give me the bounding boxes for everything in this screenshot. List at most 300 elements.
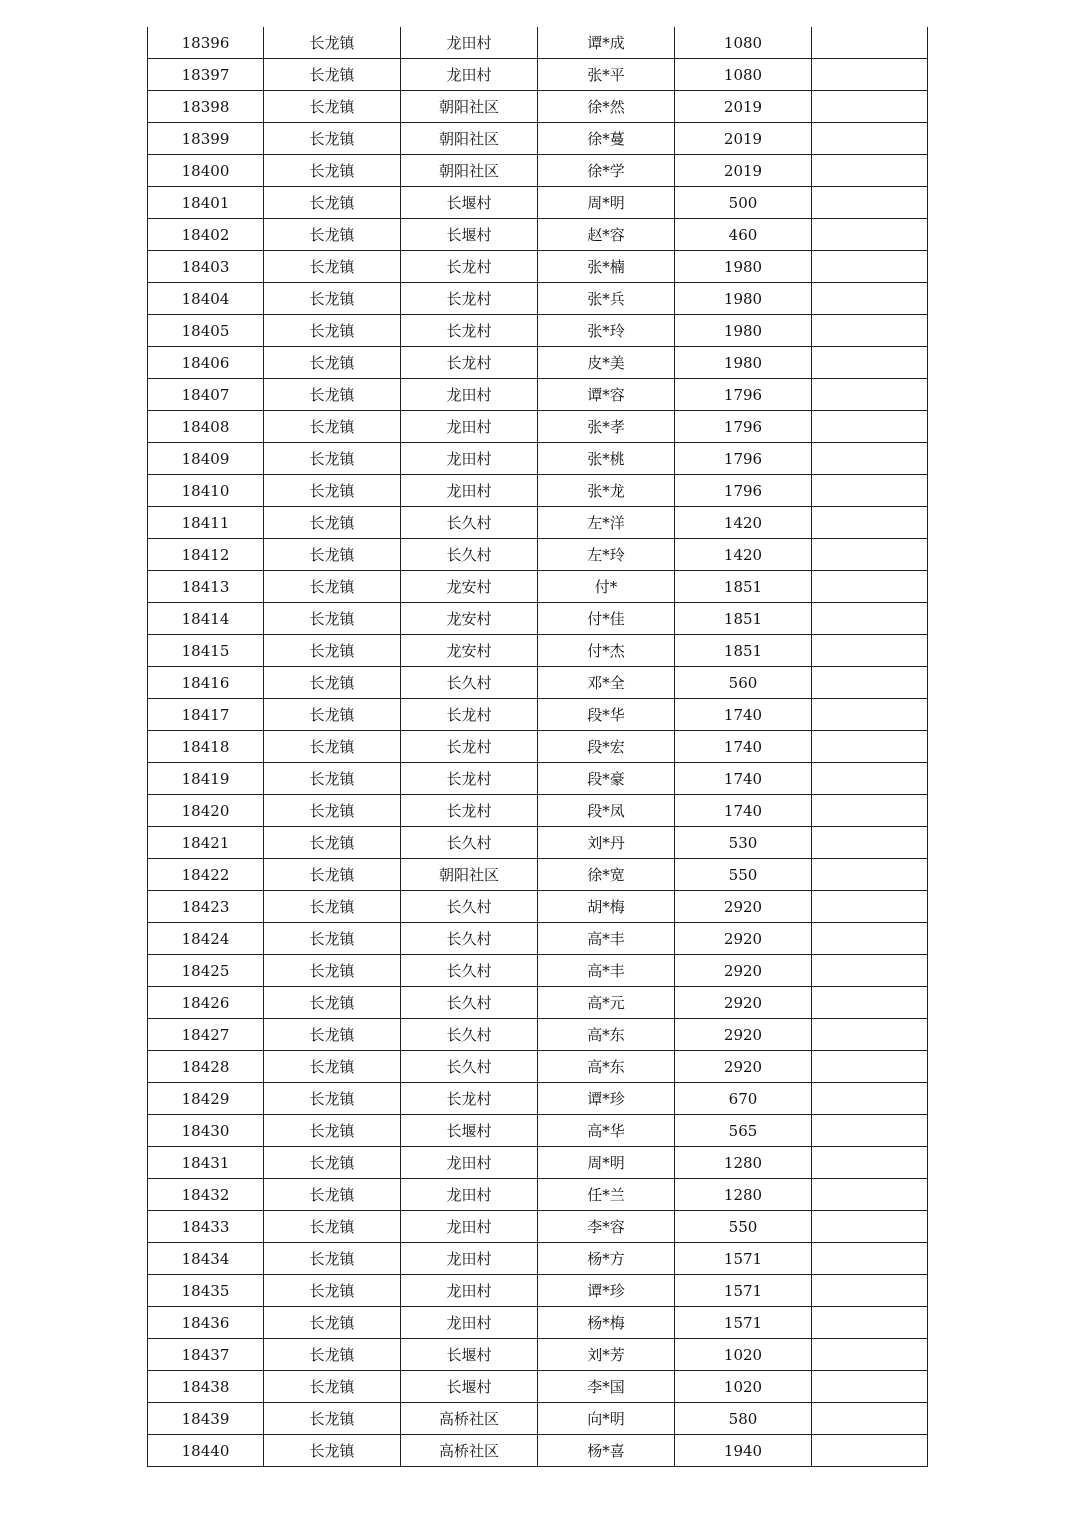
table-row <box>148 923 928 955</box>
amount-cell: 1571 <box>675 1275 812 1307</box>
amount-cell: 550 <box>675 859 812 891</box>
table-row <box>148 1435 928 1467</box>
amount-cell: 1740 <box>675 699 812 731</box>
name-cell: 谭*成 <box>538 27 675 59</box>
amount-cell: 2920 <box>675 923 812 955</box>
table-row <box>148 1339 928 1371</box>
row-number-cell: 18417 <box>148 699 264 731</box>
row-number-cell: 18415 <box>148 635 264 667</box>
town-cell: 长龙镇 <box>264 571 401 603</box>
remark-cell <box>812 379 928 411</box>
row-number-cell: 18396 <box>148 27 264 59</box>
amount-cell: 2920 <box>675 1019 812 1051</box>
name-cell: 段*华 <box>538 699 675 731</box>
town-cell: 长龙镇 <box>264 1083 401 1115</box>
town-cell: 长龙镇 <box>264 1179 401 1211</box>
remark-cell <box>812 251 928 283</box>
village-cell: 长龙村 <box>401 347 538 379</box>
village-cell: 朝阳社区 <box>401 123 538 155</box>
town-cell: 长龙镇 <box>264 667 401 699</box>
village-cell: 龙安村 <box>401 571 538 603</box>
table-row <box>148 91 928 123</box>
name-cell: 徐*宽 <box>538 859 675 891</box>
row-number-cell: 18421 <box>148 827 264 859</box>
village-cell: 长久村 <box>401 923 538 955</box>
amount-cell: 2920 <box>675 1051 812 1083</box>
village-cell: 龙安村 <box>401 635 538 667</box>
table-row <box>148 859 928 891</box>
village-cell: 龙安村 <box>401 603 538 635</box>
remark-cell <box>812 1243 928 1275</box>
village-cell: 长龙村 <box>401 283 538 315</box>
name-cell: 付*杰 <box>538 635 675 667</box>
village-cell: 龙田村 <box>401 379 538 411</box>
village-cell: 长久村 <box>401 1019 538 1051</box>
town-cell: 长龙镇 <box>264 91 401 123</box>
table-row <box>148 315 928 347</box>
village-cell: 长龙村 <box>401 699 538 731</box>
village-cell: 长龙村 <box>401 795 538 827</box>
row-number-cell: 18397 <box>148 59 264 91</box>
town-cell: 长龙镇 <box>264 827 401 859</box>
town-cell: 长龙镇 <box>264 603 401 635</box>
name-cell: 张*玲 <box>538 315 675 347</box>
remark-cell <box>812 539 928 571</box>
amount-cell: 1020 <box>675 1339 812 1371</box>
row-number-cell: 18432 <box>148 1179 264 1211</box>
row-number-cell: 18414 <box>148 603 264 635</box>
village-cell: 龙田村 <box>401 1211 538 1243</box>
name-cell: 徐*蔓 <box>538 123 675 155</box>
row-number-cell: 18403 <box>148 251 264 283</box>
village-cell: 长龙村 <box>401 1083 538 1115</box>
village-cell: 长久村 <box>401 1051 538 1083</box>
remark-cell <box>812 1211 928 1243</box>
village-cell: 朝阳社区 <box>401 91 538 123</box>
amount-cell: 1796 <box>675 379 812 411</box>
table-row <box>148 1243 928 1275</box>
town-cell: 长龙镇 <box>264 59 401 91</box>
name-cell: 周*明 <box>538 1147 675 1179</box>
amount-cell: 1280 <box>675 1179 812 1211</box>
remark-cell <box>812 507 928 539</box>
amount-cell: 1796 <box>675 411 812 443</box>
town-cell: 长龙镇 <box>264 315 401 347</box>
table-row <box>148 443 928 475</box>
table-row <box>148 891 928 923</box>
table-row <box>148 795 928 827</box>
table-row <box>148 1403 928 1435</box>
village-cell: 长龙村 <box>401 251 538 283</box>
table-row <box>148 635 928 667</box>
name-cell: 付*佳 <box>538 603 675 635</box>
row-number-cell: 18433 <box>148 1211 264 1243</box>
table-row <box>148 1179 928 1211</box>
town-cell: 长龙镇 <box>264 155 401 187</box>
remark-cell <box>812 123 928 155</box>
row-number-cell: 18440 <box>148 1435 264 1467</box>
town-cell: 长龙镇 <box>264 411 401 443</box>
remark-cell <box>812 1435 928 1467</box>
table-row <box>148 1307 928 1339</box>
amount-cell: 2019 <box>675 91 812 123</box>
data-table <box>147 27 928 1467</box>
village-cell: 长久村 <box>401 891 538 923</box>
remark-cell <box>812 443 928 475</box>
remark-cell <box>812 571 928 603</box>
town-cell: 长龙镇 <box>264 1019 401 1051</box>
table-row <box>148 699 928 731</box>
remark-cell <box>812 603 928 635</box>
row-number-cell: 18410 <box>148 475 264 507</box>
row-number-cell: 18434 <box>148 1243 264 1275</box>
town-cell: 长龙镇 <box>264 123 401 155</box>
village-cell: 长久村 <box>401 955 538 987</box>
name-cell: 段*凤 <box>538 795 675 827</box>
village-cell: 长龙村 <box>401 731 538 763</box>
name-cell: 张*平 <box>538 59 675 91</box>
village-cell: 龙田村 <box>401 1307 538 1339</box>
table-row <box>148 475 928 507</box>
remark-cell <box>812 1019 928 1051</box>
remark-cell <box>812 283 928 315</box>
town-cell: 长龙镇 <box>264 795 401 827</box>
name-cell: 付* <box>538 571 675 603</box>
amount-cell: 1796 <box>675 443 812 475</box>
town-cell: 长龙镇 <box>264 27 401 59</box>
village-cell: 朝阳社区 <box>401 155 538 187</box>
name-cell: 谭*珍 <box>538 1083 675 1115</box>
town-cell: 长龙镇 <box>264 539 401 571</box>
row-number-cell: 18402 <box>148 219 264 251</box>
row-number-cell: 18423 <box>148 891 264 923</box>
name-cell: 高*丰 <box>538 923 675 955</box>
name-cell: 李*容 <box>538 1211 675 1243</box>
village-cell: 高桥社区 <box>401 1403 538 1435</box>
name-cell: 皮*美 <box>538 347 675 379</box>
town-cell: 长龙镇 <box>264 859 401 891</box>
name-cell: 高*东 <box>538 1051 675 1083</box>
amount-cell: 1980 <box>675 347 812 379</box>
row-number-cell: 18437 <box>148 1339 264 1371</box>
amount-cell: 530 <box>675 827 812 859</box>
town-cell: 长龙镇 <box>264 987 401 1019</box>
amount-cell: 1420 <box>675 539 812 571</box>
amount-cell: 1080 <box>675 27 812 59</box>
town-cell: 长龙镇 <box>264 1275 401 1307</box>
table-row <box>148 59 928 91</box>
amount-cell: 1980 <box>675 251 812 283</box>
name-cell: 胡*梅 <box>538 891 675 923</box>
remark-cell <box>812 187 928 219</box>
row-number-cell: 18399 <box>148 123 264 155</box>
town-cell: 长龙镇 <box>264 1307 401 1339</box>
amount-cell: 460 <box>675 219 812 251</box>
name-cell: 左*玲 <box>538 539 675 571</box>
amount-cell: 2920 <box>675 891 812 923</box>
town-cell: 长龙镇 <box>264 1211 401 1243</box>
village-cell: 龙田村 <box>401 27 538 59</box>
row-number-cell: 18419 <box>148 763 264 795</box>
name-cell: 任*兰 <box>538 1179 675 1211</box>
table-row <box>148 219 928 251</box>
table-row <box>148 1275 928 1307</box>
table-row <box>148 571 928 603</box>
table-row <box>148 347 928 379</box>
amount-cell: 1740 <box>675 763 812 795</box>
table-row <box>148 1147 928 1179</box>
village-cell: 龙田村 <box>401 59 538 91</box>
remark-cell <box>812 731 928 763</box>
remark-cell <box>812 155 928 187</box>
row-number-cell: 18426 <box>148 987 264 1019</box>
amount-cell: 500 <box>675 187 812 219</box>
amount-cell: 560 <box>675 667 812 699</box>
name-cell: 杨*方 <box>538 1243 675 1275</box>
amount-cell: 1980 <box>675 315 812 347</box>
village-cell: 长堰村 <box>401 219 538 251</box>
amount-cell: 1080 <box>675 59 812 91</box>
remark-cell <box>812 1403 928 1435</box>
table-row <box>148 731 928 763</box>
amount-cell: 1740 <box>675 795 812 827</box>
table-row <box>148 411 928 443</box>
town-cell: 长龙镇 <box>264 379 401 411</box>
town-cell: 长龙镇 <box>264 1371 401 1403</box>
table-row <box>148 507 928 539</box>
name-cell: 邓*全 <box>538 667 675 699</box>
table-row <box>148 667 928 699</box>
row-number-cell: 18429 <box>148 1083 264 1115</box>
name-cell: 赵*容 <box>538 219 675 251</box>
remark-cell <box>812 891 928 923</box>
amount-cell: 2920 <box>675 955 812 987</box>
row-number-cell: 18400 <box>148 155 264 187</box>
row-number-cell: 18420 <box>148 795 264 827</box>
remark-cell <box>812 475 928 507</box>
table-row <box>148 187 928 219</box>
amount-cell: 580 <box>675 1403 812 1435</box>
town-cell: 长龙镇 <box>264 219 401 251</box>
remark-cell <box>812 1371 928 1403</box>
town-cell: 长龙镇 <box>264 1051 401 1083</box>
town-cell: 长龙镇 <box>264 475 401 507</box>
remark-cell <box>812 411 928 443</box>
row-number-cell: 18401 <box>148 187 264 219</box>
town-cell: 长龙镇 <box>264 507 401 539</box>
town-cell: 长龙镇 <box>264 1339 401 1371</box>
town-cell: 长龙镇 <box>264 251 401 283</box>
remark-cell <box>812 27 928 59</box>
row-number-cell: 18398 <box>148 91 264 123</box>
name-cell: 段*豪 <box>538 763 675 795</box>
amount-cell: 2019 <box>675 155 812 187</box>
table-row <box>148 1019 928 1051</box>
remark-cell <box>812 827 928 859</box>
town-cell: 长龙镇 <box>264 955 401 987</box>
table-row <box>148 603 928 635</box>
remark-cell <box>812 987 928 1019</box>
town-cell: 长龙镇 <box>264 283 401 315</box>
amount-cell: 2920 <box>675 987 812 1019</box>
table-row <box>148 1211 928 1243</box>
name-cell: 杨*喜 <box>538 1435 675 1467</box>
remark-cell <box>812 699 928 731</box>
amount-cell: 1280 <box>675 1147 812 1179</box>
village-cell: 长久村 <box>401 507 538 539</box>
village-cell: 长久村 <box>401 667 538 699</box>
table-row <box>148 987 928 1019</box>
town-cell: 长龙镇 <box>264 699 401 731</box>
village-cell: 龙田村 <box>401 1243 538 1275</box>
amount-cell: 1796 <box>675 475 812 507</box>
remark-cell <box>812 1179 928 1211</box>
row-number-cell: 18409 <box>148 443 264 475</box>
remark-cell <box>812 1339 928 1371</box>
remark-cell <box>812 795 928 827</box>
row-number-cell: 18430 <box>148 1115 264 1147</box>
town-cell: 长龙镇 <box>264 443 401 475</box>
town-cell: 长龙镇 <box>264 635 401 667</box>
name-cell: 徐*学 <box>538 155 675 187</box>
name-cell: 谭*容 <box>538 379 675 411</box>
table-body <box>148 27 928 1467</box>
row-number-cell: 18428 <box>148 1051 264 1083</box>
town-cell: 长龙镇 <box>264 1435 401 1467</box>
town-cell: 长龙镇 <box>264 923 401 955</box>
name-cell: 高*东 <box>538 1019 675 1051</box>
village-cell: 龙田村 <box>401 475 538 507</box>
amount-cell: 1851 <box>675 571 812 603</box>
table-row <box>148 379 928 411</box>
remark-cell <box>812 219 928 251</box>
row-number-cell: 18431 <box>148 1147 264 1179</box>
name-cell: 李*国 <box>538 1371 675 1403</box>
name-cell: 谭*珍 <box>538 1275 675 1307</box>
name-cell: 杨*梅 <box>538 1307 675 1339</box>
remark-cell <box>812 635 928 667</box>
village-cell: 龙田村 <box>401 1147 538 1179</box>
row-number-cell: 18438 <box>148 1371 264 1403</box>
amount-cell: 550 <box>675 1211 812 1243</box>
row-number-cell: 18424 <box>148 923 264 955</box>
table-row <box>148 155 928 187</box>
remark-cell <box>812 347 928 379</box>
town-cell: 长龙镇 <box>264 731 401 763</box>
table-row <box>148 1083 928 1115</box>
name-cell: 张*桃 <box>538 443 675 475</box>
table-row <box>148 1115 928 1147</box>
row-number-cell: 18425 <box>148 955 264 987</box>
table-row <box>148 763 928 795</box>
town-cell: 长龙镇 <box>264 1403 401 1435</box>
town-cell: 长龙镇 <box>264 347 401 379</box>
amount-cell: 1571 <box>675 1307 812 1339</box>
village-cell: 长久村 <box>401 827 538 859</box>
amount-cell: 565 <box>675 1115 812 1147</box>
remark-cell <box>812 59 928 91</box>
row-number-cell: 18422 <box>148 859 264 891</box>
name-cell: 刘*丹 <box>538 827 675 859</box>
village-cell: 长久村 <box>401 539 538 571</box>
table-row <box>148 123 928 155</box>
remark-cell <box>812 859 928 891</box>
table-row <box>148 1051 928 1083</box>
row-number-cell: 18416 <box>148 667 264 699</box>
remark-cell <box>812 1115 928 1147</box>
name-cell: 段*宏 <box>538 731 675 763</box>
village-cell: 长堰村 <box>401 1115 538 1147</box>
table-row <box>148 539 928 571</box>
village-cell: 龙田村 <box>401 443 538 475</box>
amount-cell: 1020 <box>675 1371 812 1403</box>
row-number-cell: 18411 <box>148 507 264 539</box>
remark-cell <box>812 1083 928 1115</box>
amount-cell: 670 <box>675 1083 812 1115</box>
row-number-cell: 18406 <box>148 347 264 379</box>
remark-cell <box>812 1275 928 1307</box>
row-number-cell: 18418 <box>148 731 264 763</box>
row-number-cell: 18439 <box>148 1403 264 1435</box>
town-cell: 长龙镇 <box>264 1243 401 1275</box>
amount-cell: 1851 <box>675 603 812 635</box>
remark-cell <box>812 667 928 699</box>
remark-cell <box>812 91 928 123</box>
village-cell: 长堰村 <box>401 1371 538 1403</box>
village-cell: 长堰村 <box>401 1339 538 1371</box>
town-cell: 长龙镇 <box>264 187 401 219</box>
town-cell: 长龙镇 <box>264 1115 401 1147</box>
village-cell: 高桥社区 <box>401 1435 538 1467</box>
table-row <box>148 251 928 283</box>
town-cell: 长龙镇 <box>264 891 401 923</box>
remark-cell <box>812 1051 928 1083</box>
village-cell: 龙田村 <box>401 1179 538 1211</box>
table-row <box>148 955 928 987</box>
name-cell: 刘*芳 <box>538 1339 675 1371</box>
name-cell: 张*龙 <box>538 475 675 507</box>
name-cell: 高*元 <box>538 987 675 1019</box>
remark-cell <box>812 923 928 955</box>
village-cell: 长堰村 <box>401 187 538 219</box>
row-number-cell: 18427 <box>148 1019 264 1051</box>
row-number-cell: 18413 <box>148 571 264 603</box>
amount-cell: 2019 <box>675 123 812 155</box>
remark-cell <box>812 763 928 795</box>
amount-cell: 1851 <box>675 635 812 667</box>
name-cell: 高*华 <box>538 1115 675 1147</box>
name-cell: 向*明 <box>538 1403 675 1435</box>
amount-cell: 1740 <box>675 731 812 763</box>
village-cell: 长龙村 <box>401 763 538 795</box>
town-cell: 长龙镇 <box>264 763 401 795</box>
row-number-cell: 18405 <box>148 315 264 347</box>
name-cell: 徐*然 <box>538 91 675 123</box>
row-number-cell: 18436 <box>148 1307 264 1339</box>
table-row <box>148 283 928 315</box>
table-row <box>148 827 928 859</box>
row-number-cell: 18404 <box>148 283 264 315</box>
village-cell: 龙田村 <box>401 411 538 443</box>
amount-cell: 1980 <box>675 283 812 315</box>
remark-cell <box>812 315 928 347</box>
row-number-cell: 18412 <box>148 539 264 571</box>
name-cell: 张*孝 <box>538 411 675 443</box>
name-cell: 张*兵 <box>538 283 675 315</box>
village-cell: 长久村 <box>401 987 538 1019</box>
village-cell: 朝阳社区 <box>401 859 538 891</box>
name-cell: 张*楠 <box>538 251 675 283</box>
